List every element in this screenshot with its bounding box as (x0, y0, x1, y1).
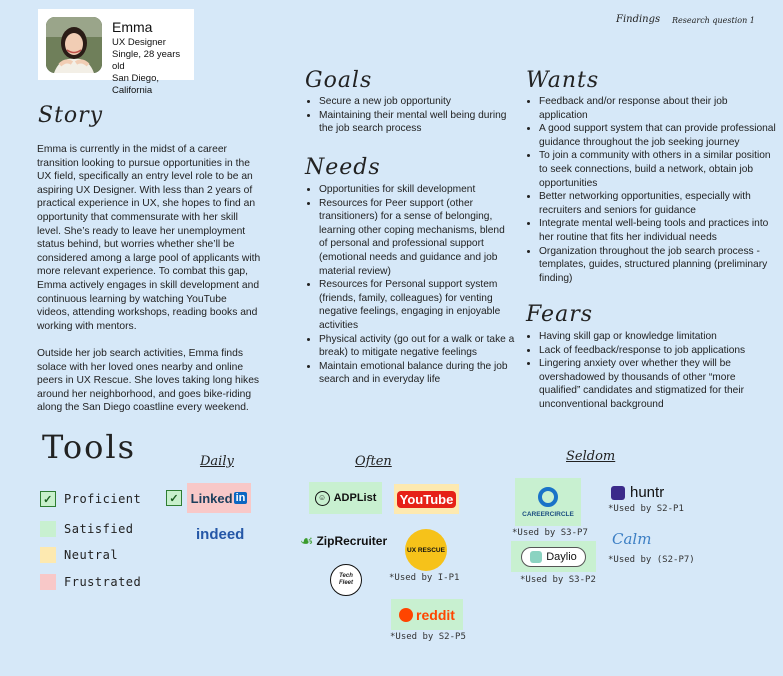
story-paragraph-2: Outside her job search activities, Emma finds solace with her loved ones nearby and online peers in UX Rescue. She loves taking long hikes around her neighborhood, and goes bike-riding along the San Diego coastline every weekend. (37, 347, 260, 414)
needs-list (306, 183, 515, 387)
check-icon: ✓ (40, 491, 56, 507)
techfleet-label: Tech Fleet (338, 573, 353, 586)
careercircle-icon (538, 487, 558, 507)
adplist-tile (309, 482, 382, 514)
list-item: • A good support system that can provide professional guidance throughout the job seeking journey (539, 122, 777, 149)
avatar (46, 17, 102, 73)
huntr-logo (611, 484, 664, 501)
list-item: • Feedback and/or response about their job application (539, 95, 777, 122)
persona-role: UX Designer (112, 37, 166, 48)
uxrescue-label: UX RESCUE (407, 546, 445, 554)
linkedin-logo-text: Linked (190, 490, 233, 506)
needs-heading: Needs (305, 155, 381, 180)
list-item: • To join a community with others in a similar position to seek connections, build a network, obtain job opportunities (539, 149, 777, 190)
techfleet-logo (330, 564, 362, 596)
story-text (37, 143, 262, 428)
list-item: • Opportunities for skill development (319, 183, 515, 197)
calm-note: *Used by (S2-P7) (608, 555, 695, 565)
list-item: • Maintain emotional balance during the job search and in everyday life (319, 360, 515, 387)
list-item: • Organization throughout the job search process - templates, guides, structured planning (preliminary finding) (539, 245, 777, 286)
persona-name: Emma (112, 19, 153, 35)
list-item: • Integrate mental well-being tools and practices into her routine that fits her individual needs (539, 217, 777, 244)
list-item: • Resources for Peer support (other transitioners) for a sense of belonging, learning other coping mechanisms, blend of personal and professional support (emotional needs and guidance and job material review) (319, 197, 515, 279)
frustrated-swatch (40, 574, 56, 590)
legend-label: Proficient (64, 492, 142, 506)
indeed-logo: indeed (196, 526, 245, 543)
findings-link[interactable]: Findings (616, 14, 661, 25)
ziprecruiter-label: ZipRecruiter (316, 534, 388, 548)
daylio-note: *Used by S3-P2 (520, 575, 596, 585)
youtube-logo: YouTube (397, 491, 457, 508)
careercircle-tile (515, 478, 581, 526)
legend-frustrated (40, 574, 141, 590)
list-item: • Lack of feedback/response to job applications (539, 344, 757, 358)
list-item: • Better networking opportunities, especially with recruiters and seniors for guidance (539, 190, 777, 217)
seldom-heading: Seldom (566, 449, 616, 464)
legend-label: Satisfied (64, 522, 134, 536)
legend-label: Frustrated (64, 575, 142, 589)
huntr-icon (611, 486, 625, 500)
daylio-tile (511, 541, 596, 572)
story-heading: Story (38, 103, 104, 128)
legend-label: Neutral (64, 548, 119, 562)
list-item: • Lingering anxiety over whether they will be overshadowed by thousands of other “more qualified” candidates and stigmatized for their unconventional background (539, 357, 757, 411)
legend-satisfied (40, 521, 134, 537)
story-paragraph-1: Emma is currently in the midst of a career transition looking to pursue opportunities in the UX field, specifically an entry level role to be an aspiring UX Designer. With less than 2 years of practical experience in UX, she hopes to find an opportunity that commensurate with her skill level. She’s ready to leave her unemployment status behind, but worries whether she’ll be considered among a large pool of applicants with more relevant experience. To combat this gap, Emma actively engages in skill development and continuous learning by watching YouTube videos, attending workshops, reading books and working with mentors. (37, 144, 261, 332)
huntr-note: *Used by S2-P1 (608, 504, 684, 514)
wants-heading: Wants (526, 68, 600, 93)
list-item: • Resources for Personal support system (friends, family, colleagues) for venting negative feelings, engaging in enjoyable activities (319, 278, 515, 332)
neutral-swatch (40, 547, 56, 563)
daylio-icon (530, 551, 542, 563)
reddit-tile (391, 599, 463, 630)
legend-neutral (40, 547, 118, 563)
fears-heading: Fears (526, 302, 594, 327)
huntr-label: huntr (630, 484, 665, 501)
persona-status: Single, 28 years old (112, 49, 181, 72)
persona-details (112, 37, 194, 97)
wants-list (526, 95, 777, 285)
list-item: • Secure a new job opportunity (319, 95, 519, 109)
proficient-check-icon: ✓ (166, 490, 182, 506)
linkedin-in-icon: in (235, 492, 246, 504)
profile-card (38, 9, 194, 96)
ziprecruiter-logo (300, 532, 387, 550)
reddit-note: *Used by S2-P5 (390, 632, 466, 642)
ziprecruiter-icon: ☙ (300, 533, 314, 550)
list-item: • Having skill gap or knowledge limitation (539, 330, 757, 344)
goals-heading: Goals (305, 68, 373, 93)
careercircle-note: *Used by S3-P7 (512, 528, 588, 538)
linkedin-tile (187, 483, 251, 513)
daylio-label: Daylio (546, 550, 577, 563)
goals-list (306, 95, 519, 136)
daylio-badge (521, 547, 586, 567)
careercircle-label: CAREERCIRCLE (522, 510, 574, 518)
uxrescue-note: *Used by I-P1 (389, 573, 460, 583)
satisfied-swatch (40, 521, 56, 537)
tools-heading: Tools (42, 428, 137, 466)
reddit-icon (399, 608, 413, 622)
fears-list (526, 330, 757, 412)
list-item: • Maintaining their mental well being during the job search process (319, 109, 519, 136)
reddit-label: reddit (416, 606, 455, 623)
calm-logo: Calm (612, 530, 652, 548)
adplist-label: ADPList (333, 492, 377, 504)
persona-location: San Diego, California (112, 73, 160, 96)
youtube-tile (394, 484, 459, 514)
often-heading: Often (355, 454, 392, 469)
research-question-link[interactable]: Research question 1 (672, 16, 755, 25)
legend-proficient (40, 491, 141, 507)
avatar-image (46, 17, 102, 73)
list-item: • Physical activity (go out for a walk or take a break) to mitigate negative feelings (319, 333, 515, 360)
adplist-icon: ☺ (315, 491, 330, 506)
uxrescue-logo (405, 529, 447, 571)
daily-heading: Daily (200, 454, 234, 469)
